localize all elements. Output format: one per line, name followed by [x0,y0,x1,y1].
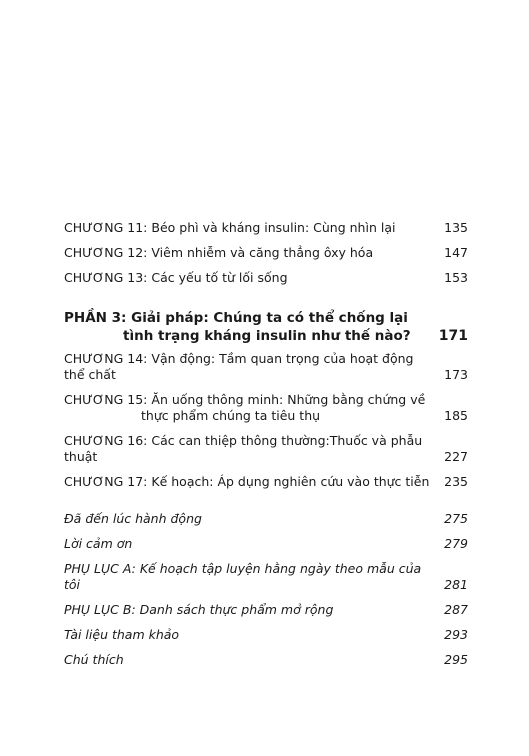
page-number: 235 [444,474,468,489]
chapter-label: CHƯƠNG 16: [64,433,148,448]
page-number: 281 [444,577,468,592]
toc-entry-chapter-13 [64,270,468,286]
chapter-title: Béo phì và kháng insulin: Cùng nhìn lại [151,220,396,235]
chapter-title: Ăn uống thông minh: Những bằng chứng về [151,392,426,407]
page-number: 171 [438,328,468,344]
entry-title: PHỤ LỤC B: Danh sách thực phẩm mở rộng [64,602,334,617]
page-number: 153 [444,270,468,285]
page-number: 275 [444,511,468,526]
page-number: 147 [444,245,468,260]
toc-entry-chapter-17 [64,474,468,490]
page-number: 279 [444,536,468,551]
page-number: 173 [444,367,468,382]
toc-entry-back-matter [64,652,468,668]
chapter-label: CHƯƠNG 15: [64,392,148,407]
page-number: 293 [444,627,468,642]
chapter-label: CHƯƠNG 11: [64,220,148,235]
chapter-title: Viêm nhiễm và căng thẳng ôxy hóa [151,245,374,260]
entry-title: Tài liệu tham khảo [64,627,180,642]
chapter-label: CHƯƠNG 12: [64,245,148,260]
page-number: 295 [444,652,468,667]
toc-entry-chapter-11 [64,220,468,236]
toc-entry-part-3 [64,309,468,345]
toc-entry-back-matter [64,511,468,527]
chapter-title: Các yếu tố từ lối sống [151,270,288,285]
toc-entry-chapter-16 [64,433,468,465]
chapter-title: Kế hoạch: Áp dụng nghiên cứu vào thực tiễn [151,474,430,489]
toc-entry-chapter-12 [64,245,468,261]
chapter-label: CHƯƠNG 17: [64,474,148,489]
chapter-title: Các can thiệp thông thường:Thuốc và phẫu thuật [64,433,423,464]
table-of-contents [64,220,468,677]
toc-entry-back-matter [64,602,468,618]
entry-title: Đã đến lúc hành động [64,511,202,526]
page-number: 185 [444,408,468,423]
page-number: 287 [444,602,468,617]
entry-title: Chú thích [64,652,124,667]
page-number: 227 [444,449,468,464]
toc-entry-back-matter [64,627,468,643]
toc-entry-chapter-15 [64,392,468,424]
entry-title: Lời cảm ơn [64,536,133,551]
toc-entry-chapter-14 [64,351,468,383]
toc-entry-back-matter [64,536,468,552]
part-heading-line-2: tình trạng kháng insulin như thế nào? [123,328,411,344]
chapter-label: CHƯƠNG 13: [64,270,148,285]
chapter-label: CHƯƠNG 14: [64,351,148,366]
toc-entry-back-matter [64,561,468,593]
chapter-title: Vận động: Tầm quan trọng của hoạt động thể chất [64,351,414,382]
part-heading-line-1: PHẦN 3: Giải pháp: Chúng ta có thể chống lại [64,310,408,326]
entry-title: PHỤ LỤC A: Kế hoạch tập luyện hằng ngày theo mẫu của tôi [64,561,422,592]
page-number: 135 [444,220,468,235]
chapter-title-continued: thực phẩm chúng ta tiêu thụ [141,408,321,423]
